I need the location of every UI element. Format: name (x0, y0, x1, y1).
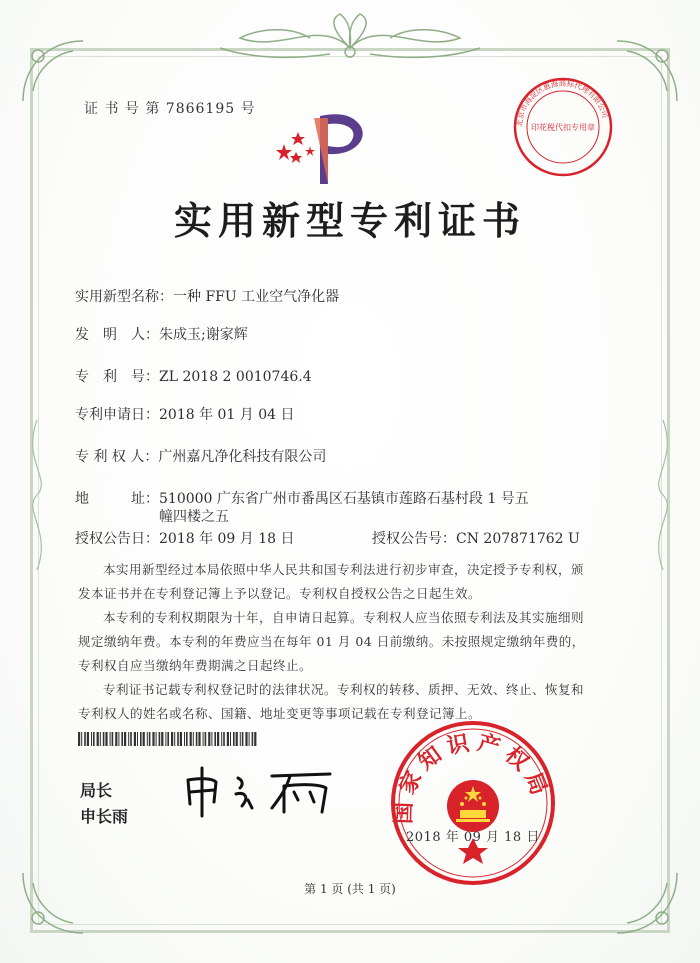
patent-office-seal-icon (388, 718, 558, 888)
address-value-line2: 幢四楼之五 (159, 509, 229, 525)
patent-number-label: 专 利 号： (75, 369, 159, 385)
corner-ornament-icon (18, 868, 88, 938)
filing-date-row (75, 404, 295, 424)
agency-seal-icon (512, 76, 614, 178)
patentee-row (75, 446, 326, 466)
director-name: 申长雨 (80, 807, 129, 826)
certificate-number: 证 书 号 第 7866195 号 (84, 101, 256, 117)
side-ornament-icon (22, 420, 52, 570)
corner-ornament-icon (612, 868, 682, 938)
legal-paragraph: 本实用新型经过本局依照中华人民共和国专利法进行初步审查，决定授予专利权，颁发本证书并在专利登记簿上予以登记。专利权自授权公告之日起生效。 (78, 562, 585, 601)
address-value-line1: 510000 广东省广州市番禺区石基镇市莲路石基村段 1 号五 (159, 491, 529, 507)
handwritten-signature (180, 760, 340, 820)
address-row (75, 488, 529, 508)
utility-name-label: 实用新型名称： (75, 289, 173, 305)
barcode-icon (78, 732, 258, 746)
grant-date-row (75, 528, 295, 548)
side-ornament-icon (648, 420, 678, 570)
filing-date-label: 专利申请日： (75, 407, 159, 423)
utility-name-value: 一种 FFU 工业空气净化器 (173, 289, 340, 305)
patent-number-row (75, 366, 312, 386)
grant-number-row (372, 528, 580, 548)
office-seal-text: 国家知识产权局 (391, 730, 554, 825)
certificate-title: 实用新型专利证书 (173, 198, 526, 243)
patent-number-value: ZL 2018 2 0010746.4 (159, 369, 312, 385)
inventor-row (75, 324, 248, 344)
page-footer: 第 1 页 (共 1 页) (304, 882, 396, 896)
legal-paragraph: 专利证书记载专利权登记时的法律状况。专利权的转移、质押、无效、终止、恢复和专利权人的姓名或名称、国籍、地址变更等事项记载在专利登记簿上。 (78, 682, 585, 721)
patentee-value: 广州嘉凡净化科技有限公司 (158, 449, 327, 465)
legal-text (78, 558, 588, 726)
svg-text:北京市海淀区惠海商标代理有限公司 (514, 78, 610, 127)
agency-seal-inner-text: 印花税代扣专用章 (531, 123, 595, 132)
patentee-label: 专 利 权 人： (75, 449, 159, 465)
grant-date-value: 2018 年 09 月 18 日 (159, 531, 295, 547)
grant-number-value: CN 207871762 U (456, 531, 580, 547)
address-row-continued (159, 506, 229, 526)
filing-date-value: 2018 年 01 月 04 日 (159, 407, 295, 423)
top-ornament-icon (210, 8, 490, 68)
legal-paragraph: 本专利的专利权期限为十年，自申请日起算。专利权人应当依照专利法及其实施细则规定缴纳年费。本专利的年费应当在每年 01 月 04 日前缴纳。未按照规定缴纳年费的，专利权自应当缴纳年费期满之日起终止。 (78, 610, 585, 673)
inventor-value: 朱成玉;谢家辉 (159, 327, 248, 343)
agency-seal-text: 北京市海淀区惠海商标代理有限公司 (514, 78, 610, 128)
inventor-label: 发 明 人： (75, 327, 159, 343)
seal-date: 2018 年 09 月 18 日 (406, 830, 540, 845)
director-title: 局长 (80, 781, 113, 800)
corner-ornament-icon (612, 36, 682, 106)
corner-ornament-icon (18, 36, 88, 106)
grant-date-label: 授权公告日： (75, 531, 159, 547)
grant-number-label: 授权公告号： (372, 531, 456, 547)
address-label: 地 址： (75, 491, 159, 507)
utility-name-row (75, 286, 339, 306)
patent-office-logo-icon (276, 106, 376, 186)
